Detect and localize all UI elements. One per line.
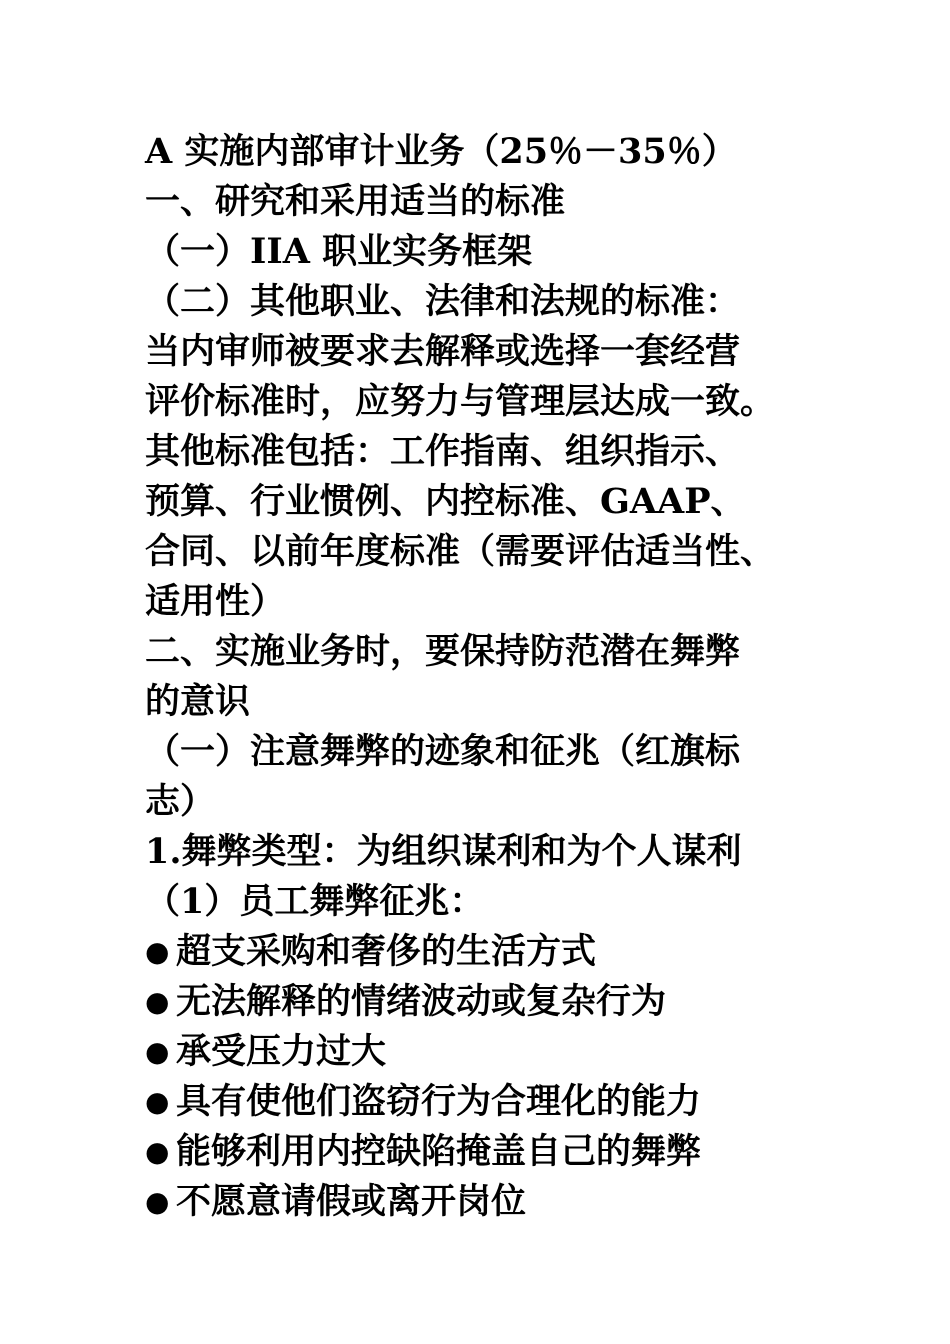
paragraph-line: 评价标准时，应努力与管理层达成一致。 <box>145 381 776 422</box>
subheading-1-1: （一）IIA 职业实务框架 <box>145 231 533 272</box>
subheading-1-2: （二）其他职业、法律和法规的标准： <box>145 281 741 322</box>
bullet-dot-icon: ● <box>145 1085 170 1118</box>
bullet-text: 不愿意请假或离开岗位 <box>176 1181 527 1222</box>
fraud-types-line: 1.舞弊类型：为组织谋利和为个人谋利 <box>145 831 742 872</box>
bullet-text: 具有使他们盗窃行为合理化的能力 <box>176 1081 702 1122</box>
bullet-item <box>145 1177 845 1227</box>
section-title: A 实施内部审计业务（25％－35％） <box>145 131 737 172</box>
heading-2: 二、实施业务时，要保持防范潜在舞弊 <box>145 631 741 672</box>
paragraph-line: 当内审师被要求去解释或选择一套经营 <box>145 331 741 372</box>
bullet-text: 超支采购和奢侈的生活方式 <box>176 931 597 972</box>
heading-2-continued: 的意识 <box>145 681 251 722</box>
bullet-dot-icon: ● <box>145 1035 170 1068</box>
bullet-dot-icon: ● <box>145 1185 170 1218</box>
paragraph-line: 合同、以前年度标准（需要评估适当性、 <box>145 531 776 572</box>
bullet-item <box>145 1027 845 1077</box>
document-page <box>145 127 845 1227</box>
bullet-dot-icon: ● <box>145 1135 170 1168</box>
bullet-text: 承受压力过大 <box>176 1031 387 1072</box>
bullet-item <box>145 927 845 977</box>
bullet-item <box>145 977 845 1027</box>
paragraph-line: 适用性） <box>145 581 286 622</box>
paragraph-line: 预算、行业惯例、内控标准、GAAP、 <box>145 481 746 522</box>
paragraph-line: 其他标准包括：工作指南、组织指示、 <box>145 431 741 472</box>
bullet-item <box>145 1127 845 1177</box>
subheading-2-1-continued: 志） <box>145 781 216 822</box>
heading-1: 一、研究和采用适当的标准 <box>145 181 566 222</box>
bullet-item <box>145 1077 845 1127</box>
bullet-text: 无法解释的情绪波动或复杂行为 <box>176 981 667 1022</box>
employee-fraud-heading: （1）员工舞弊征兆： <box>145 881 485 922</box>
subheading-2-1: （一）注意舞弊的迹象和征兆（红旗标 <box>145 731 741 772</box>
bullet-text: 能够利用内控缺陷掩盖自己的舞弊 <box>176 1131 702 1172</box>
bullet-dot-icon: ● <box>145 935 170 968</box>
bullet-dot-icon: ● <box>145 985 170 1018</box>
